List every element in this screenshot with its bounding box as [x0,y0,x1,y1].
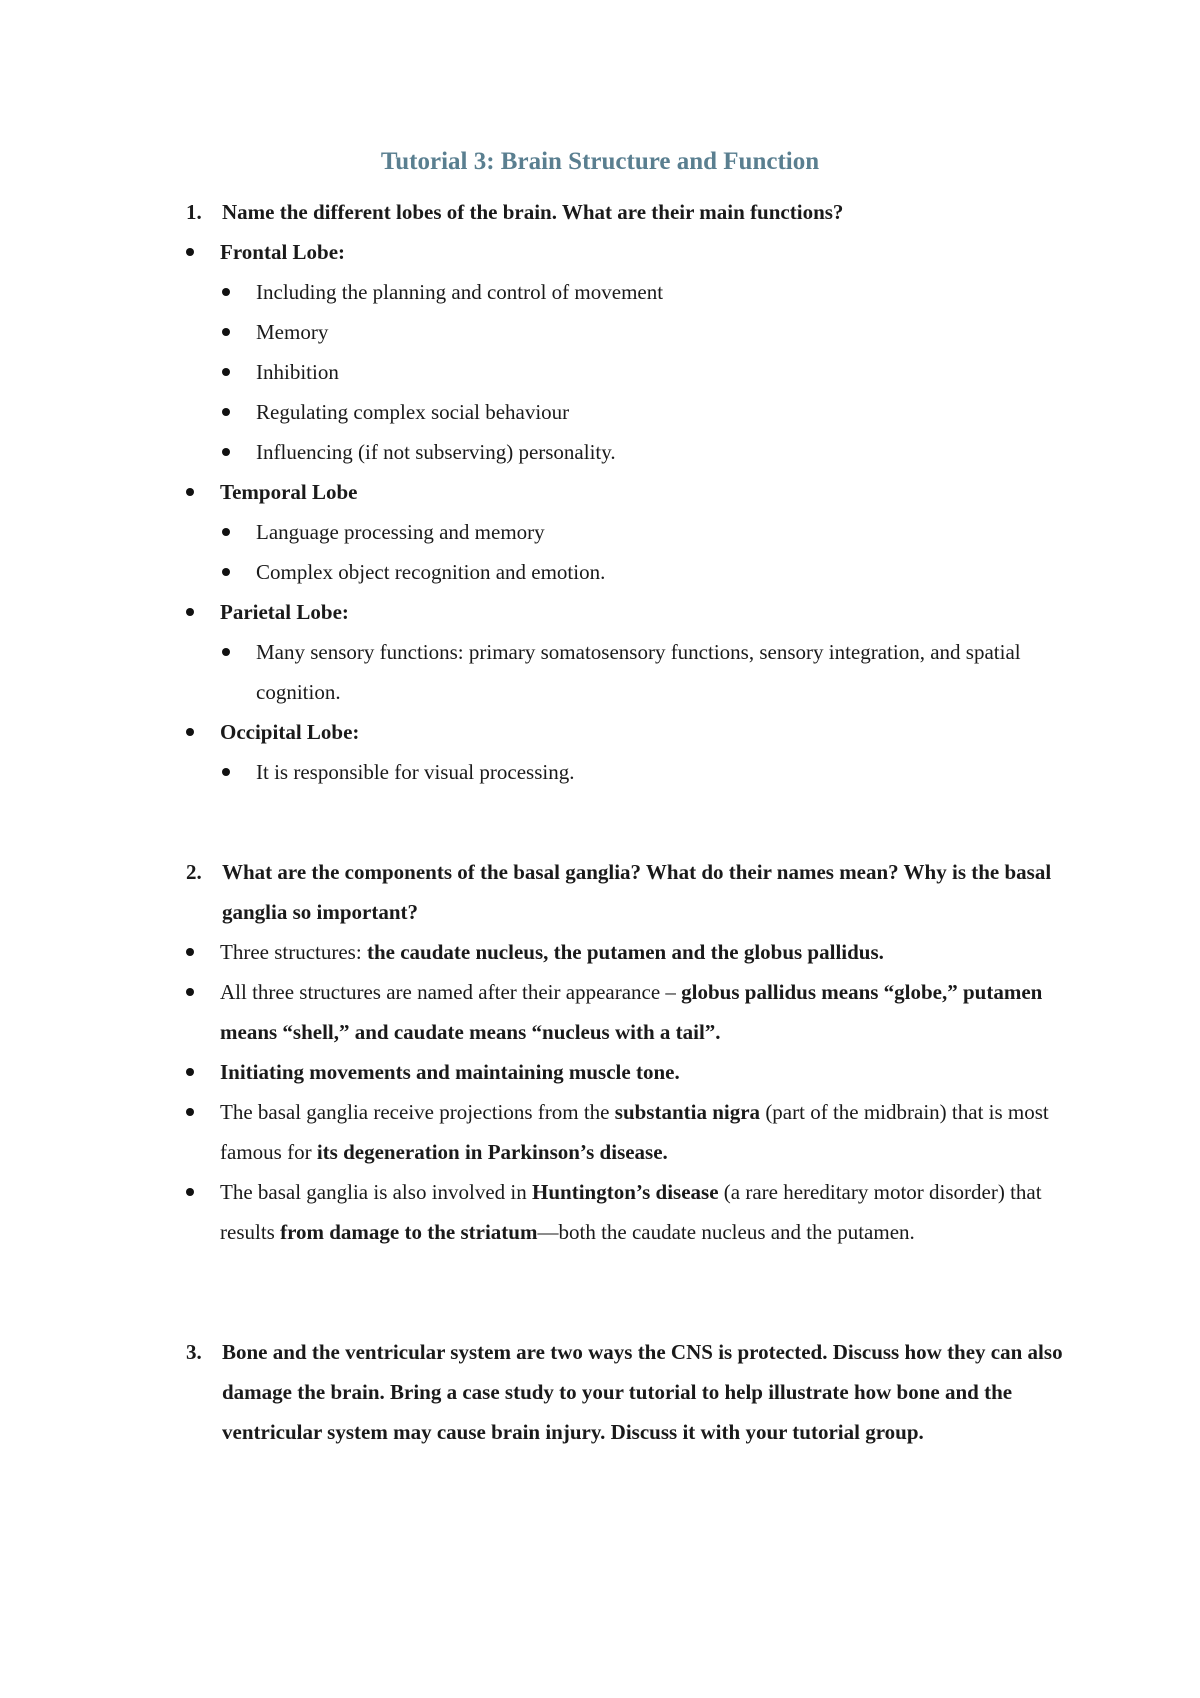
list-item-text: Three structures: [220,940,367,964]
list-item-bold-text: substantia nigra [614,1100,761,1124]
lobe-frontal [186,232,1066,272]
question-number: 1. [186,200,202,224]
question-text: What are the components of the basal ganglia? What do their names mean? Why is the basal ganglia so important? [222,860,1052,924]
bullet-icon [186,988,194,996]
list-item-text: Inhibition [256,360,339,384]
list-item-text: (a rare hereditary motor disorder) that results [220,1180,1042,1244]
list-item-text: The basal ganglia is also involved in [220,1180,533,1204]
lobe-name: Occipital Lobe: [220,720,360,744]
list-item [222,272,1062,312]
bullet-icon [186,728,194,736]
question-1 [186,192,1066,232]
list-item-bold-text: globus pallidus means “globe,” putamen means “shell,” and caudate means “nucleus with a tail”. [220,980,1043,1044]
list-item-text: —both the caudate nucleus and the putamen. [537,1220,915,1244]
list-item-text: It is responsible for visual processing. [256,760,575,784]
bullet-icon [222,568,230,576]
list-item-text: The basal ganglia receive projections from the [220,1100,615,1124]
list-item-text: Many sensory functions: primary somatosensory functions, sensory integration, and spatial cognition. [256,640,1021,704]
lobe-parietal [186,592,1066,632]
bullet-icon [222,408,230,416]
lobe-temporal [186,472,1066,512]
list-item-bold-text: Huntington’s disease [532,1180,719,1204]
list-item [222,512,1062,552]
list-item-text: Language processing and memory [256,520,545,544]
list-item-bold-text: its degeneration in Parkinson’s disease. [316,1140,668,1164]
bullet-icon [222,328,230,336]
bullet-icon [186,248,194,256]
list-item [186,1052,1066,1092]
list-item-text: Memory [256,320,329,344]
list-item-text: All three structures are named after their appearance – [220,980,682,1004]
question-number: 2. [186,860,202,884]
bullet-icon [222,528,230,536]
list-item [222,752,1062,792]
list-item [222,632,1034,712]
lobe-name: Parietal Lobe: [220,600,349,624]
bullet-icon [186,1068,194,1076]
bullet-icon [222,448,230,456]
list-item-bold-text: from damage to the striatum [280,1220,538,1244]
bullet-icon [222,768,230,776]
list-item-text: Complex object recognition and emotion. [256,560,606,584]
list-item [222,552,1062,592]
bullet-icon [222,368,230,376]
list-item-text: Influencing (if not subserving) personality. [256,440,616,464]
bullet-icon [186,1108,194,1116]
bullet-icon [186,1188,194,1196]
list-item-bold-text: Initiating movements and maintaining muscle tone. [220,1060,680,1084]
lobe-occipital [186,712,1066,752]
lobe-name: Temporal Lobe [220,480,358,504]
list-item [186,932,1066,972]
list-item [186,1092,1066,1172]
bullet-icon [222,648,230,656]
list-item [222,352,1062,392]
list-item-bold-text: the caudate nucleus, the putamen and the globus pallidus. [366,940,884,964]
bullet-icon [186,488,194,496]
question-text: Name the different lobes of the brain. What are their main functions? [222,200,844,224]
list-item [186,972,1066,1052]
question-3 [186,1332,1066,1452]
list-item-text: Including the planning and control of movement [256,280,664,304]
question-number: 3. [186,1340,202,1364]
list-item [186,1172,1066,1252]
question-text: Bone and the ventricular system are two ways the CNS is protected. Discuss how they can also damage the brain. Bring a case study to your tutorial to help illustrate how bone and the ventricular system may cause brain injury. Discuss it with your tutorial group. [222,1340,1063,1444]
list-item [222,392,1062,432]
page-title: Tutorial 3: Brain Structure and Function [380,148,820,175]
list-item-text: Regulating complex social behaviour [256,400,570,424]
bullet-icon [222,288,230,296]
list-item-text: (part of the midbrain) that is most famous for [220,1100,1049,1164]
lobe-name: Frontal Lobe: [220,240,346,264]
bullet-icon [186,948,194,956]
list-item [222,432,1062,472]
bullet-icon [186,608,194,616]
list-item [222,312,1062,352]
question-2 [186,852,1066,932]
